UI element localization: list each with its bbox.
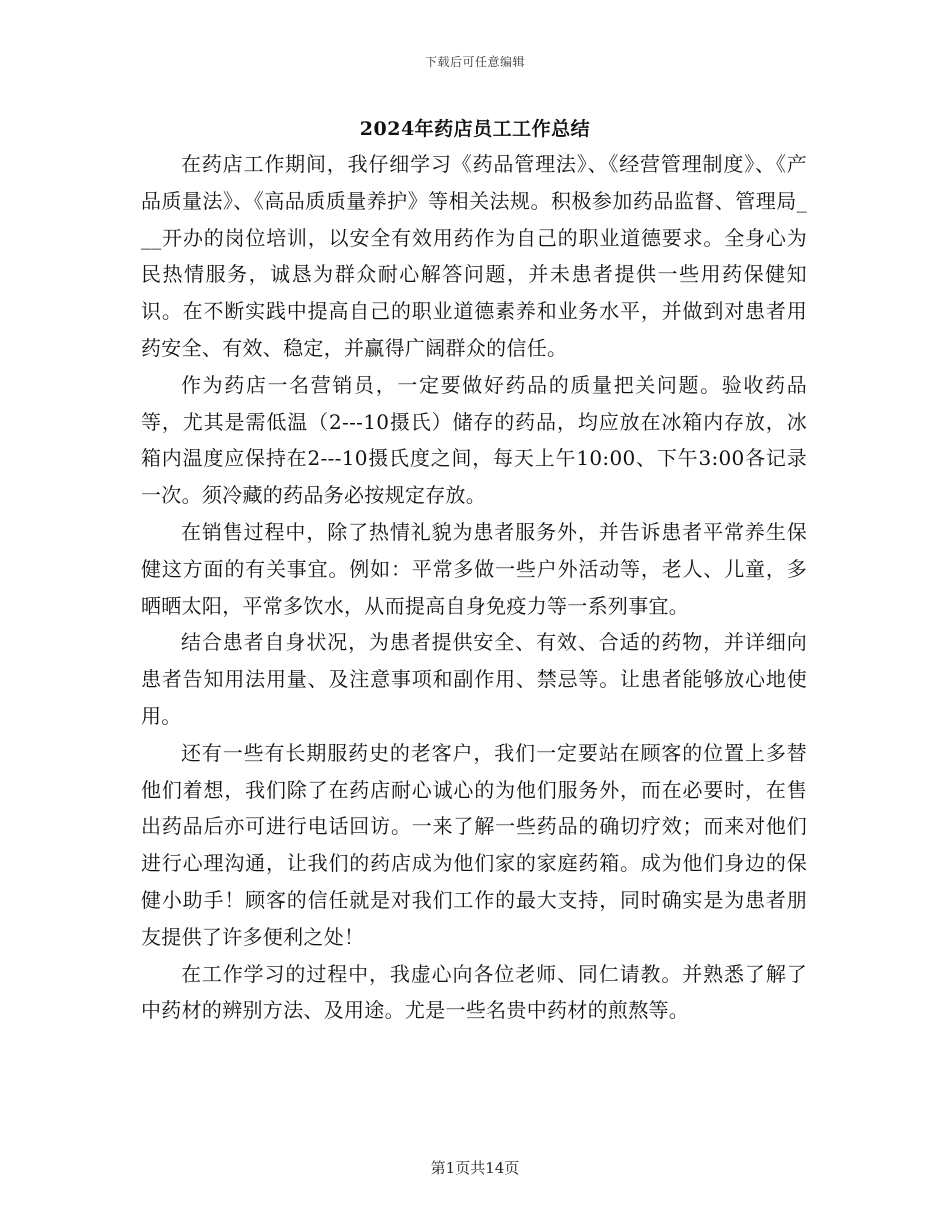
header-note: 下载后可任意编辑 [424, 55, 525, 69]
page-footer: 第1页共14页 [430, 1159, 520, 1177]
paragraph-6: 在工作学习的过程中，我虚心向各位老师、同仁请教。并熟悉了解了中药材的辨别方法、及用途。尤是一些名贵中药材的煎熬等。 [141, 961, 807, 1023]
document-body [141, 146, 807, 1029]
document-title: 2024年药店员工工作总结 [359, 118, 591, 140]
paragraph-1: 在药店工作期间，我仔细学习《药品管理法》、《经营管理制度》、《产品质量法》、《高品质质量养护》等相关法规。积极参加药品监督、管理局___开办的岗位培训，以安全有效用药作为自己的职业道德要求。全身心为民热情服务，诚恳为群众耐心解答问题，并未患者提供一些用药保健知识。在不断实践中提高自己的职业道德素养和业务水平，并做到对患者用药安全、有效、稳定，并赢得广阔群众的信任。 [141, 152, 807, 360]
paragraph-5: 还有一些有长期服药史的老客户，我们一定要站在顾客的位置上多替他们着想，我们除了在药店耐心诚心的为他们服务外，而在必要时，在售出药品后亦可进行电话回访。一来了解一些药品的确切疗效；而来对他们进行心理沟通，让我们的药店成为他们家的家庭药箱。成为他们身边的保健小助手！顾客的信任就是对我们工作的最大支持，同时确实是为患者朋友提供了许多便利之处！ [141, 740, 807, 949]
paragraph-2: 作为药店一名营销员，一定要做好药品的质量把关问题。验收药品等，尤其是需低温（2---10摄氏）储存的药品，均应放在冰箱内存放，冰箱内温度应保持在2---10摄氏度之间，每天上午10:00、下午3:00各记录一次。须冷藏的药品务必按规定存放。 [141, 372, 807, 508]
paragraph-3: 在销售过程中，除了热情礼貌为患者服务外，并告诉患者平常养生保健这方面的有关事宜。例如：平常多做一些户外活动等，老人、儿童，多晒晒太阳，平常多饮水，从而提高自身免疫力等一系列事宜。 [141, 519, 807, 618]
paragraph-4: 结合患者自身状况，为患者提供安全、有效、合适的药物，并详细向患者告知用法用量、及注意事项和副作用、禁忌等。让患者能够放心地使用。 [141, 630, 807, 728]
